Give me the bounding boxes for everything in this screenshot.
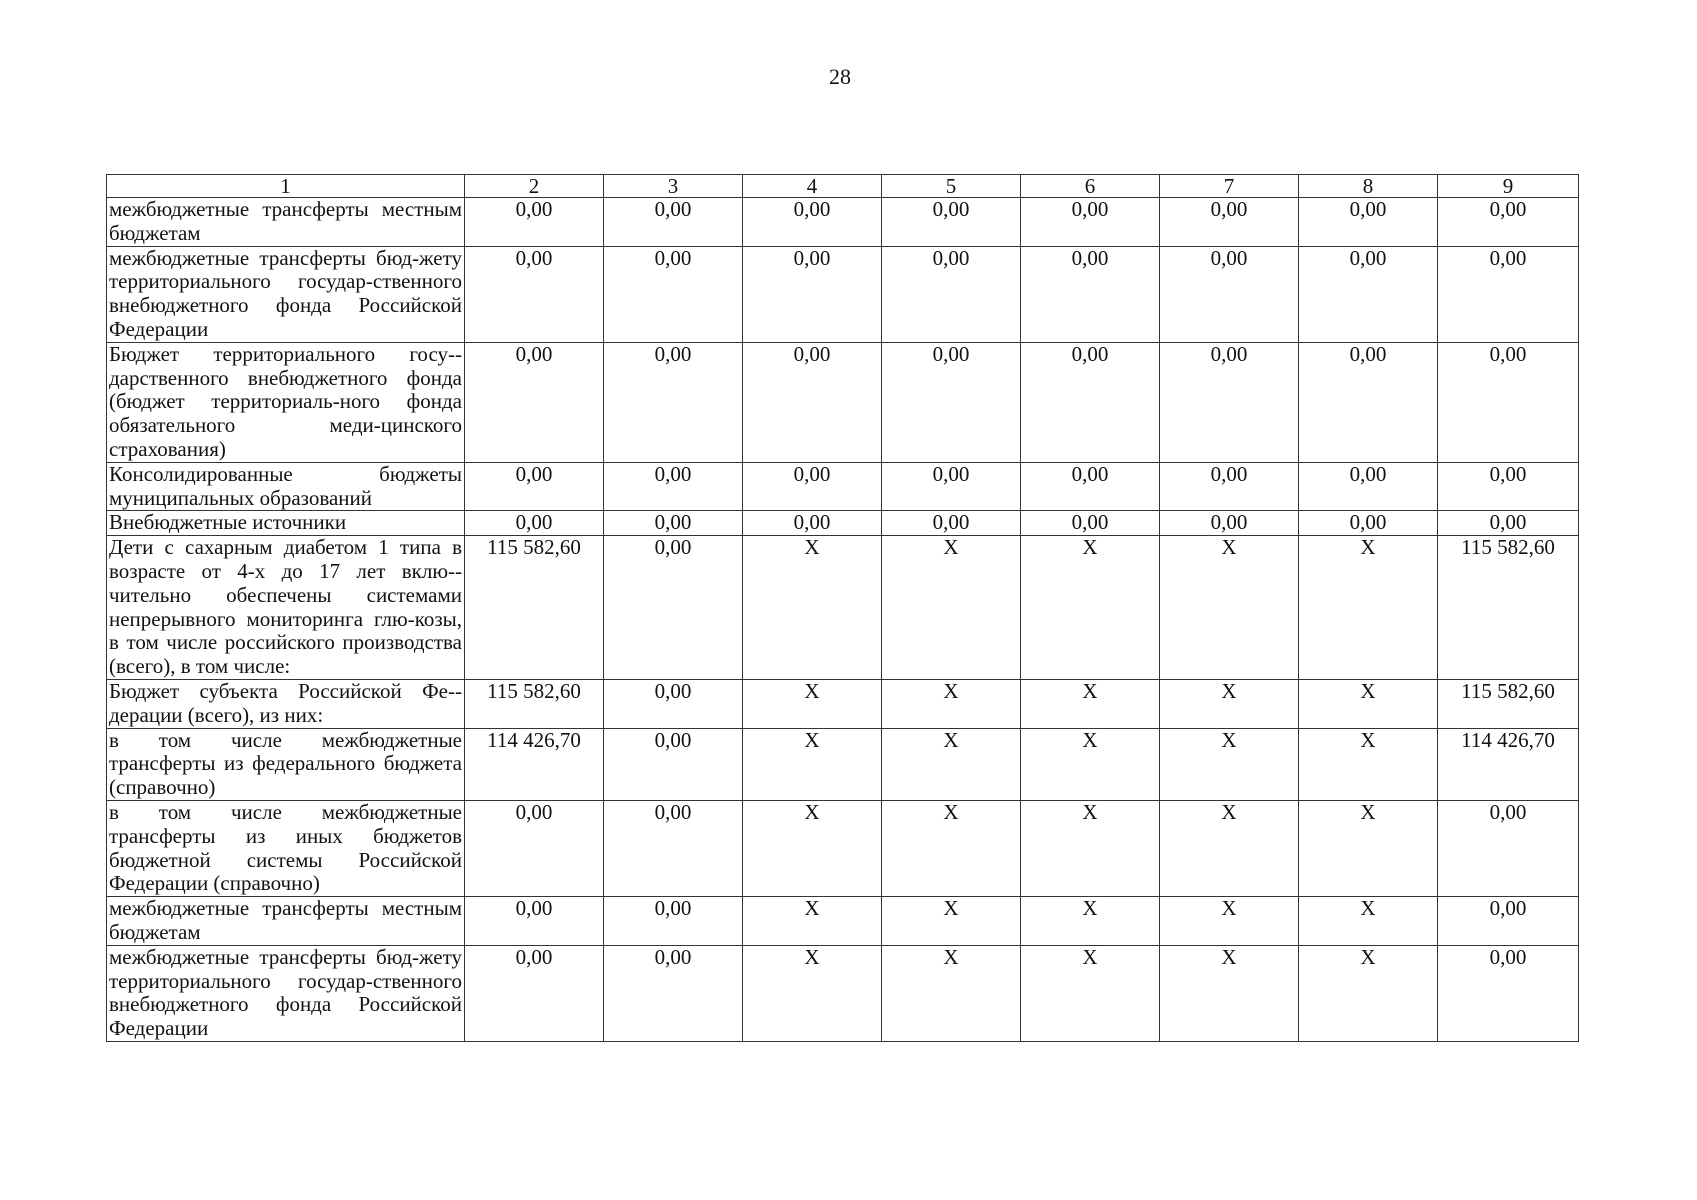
- cell-value-col-5: Х: [882, 679, 1021, 728]
- cell-value-col-9: 0,00: [1438, 511, 1579, 536]
- cell-value-col-8: Х: [1299, 945, 1438, 1041]
- column-header-4: 4: [743, 175, 882, 198]
- cell-value-col-8: 0,00: [1299, 342, 1438, 462]
- cell-value-col-6: Х: [1021, 679, 1160, 728]
- cell-value-col-3: 0,00: [604, 462, 743, 511]
- cell-value-col-6: Х: [1021, 536, 1160, 680]
- budget-table: [106, 174, 1579, 1042]
- table-row: [107, 679, 1579, 728]
- cell-value-col-5: Х: [882, 800, 1021, 896]
- table-row: [107, 462, 1579, 511]
- cell-value-col-5: 0,00: [882, 342, 1021, 462]
- cell-value-col-8: 0,00: [1299, 511, 1438, 536]
- cell-value-col-3: 0,00: [604, 246, 743, 342]
- cell-value-col-3: 0,00: [604, 728, 743, 800]
- row-label: в том числе межбюджетные трансферты из федерального бюджета (справочно): [107, 728, 465, 800]
- column-header-5: 5: [882, 175, 1021, 198]
- cell-value-col-4: 0,00: [743, 511, 882, 536]
- table-body: [107, 198, 1579, 1042]
- cell-value-col-9: 0,00: [1438, 945, 1579, 1041]
- cell-value-col-6: Х: [1021, 897, 1160, 946]
- cell-value-col-3: 0,00: [604, 536, 743, 680]
- cell-value-col-4: Х: [743, 536, 882, 680]
- table-row: [107, 945, 1579, 1041]
- cell-value-col-5: Х: [882, 728, 1021, 800]
- table-row: [107, 536, 1579, 680]
- cell-value-col-9: 0,00: [1438, 897, 1579, 946]
- cell-value-col-2: 0,00: [465, 246, 604, 342]
- cell-value-col-6: 0,00: [1021, 246, 1160, 342]
- cell-value-col-9: 0,00: [1438, 462, 1579, 511]
- cell-value-col-9: 0,00: [1438, 246, 1579, 342]
- cell-value-col-3: 0,00: [604, 897, 743, 946]
- cell-value-col-5: Х: [882, 897, 1021, 946]
- table-row: [107, 897, 1579, 946]
- cell-value-col-8: 0,00: [1299, 246, 1438, 342]
- column-header-1: 1: [107, 175, 465, 198]
- cell-value-col-3: 0,00: [604, 198, 743, 247]
- table-row: [107, 246, 1579, 342]
- row-label: Бюджет территориального госу-дарственного внебюджетного фонда (бюджет территориаль-ного фонда обязательного меди-цинского страхования): [107, 342, 465, 462]
- cell-value-col-8: 0,00: [1299, 198, 1438, 247]
- cell-value-col-2: 114 426,70: [465, 728, 604, 800]
- cell-value-col-4: Х: [743, 728, 882, 800]
- cell-value-col-4: Х: [743, 897, 882, 946]
- cell-value-col-6: Х: [1021, 728, 1160, 800]
- row-label: Дети с сахарным диабетом 1 типа в возрасте от 4-х до 17 лет вклю-чительно обеспечены системами непрерывного мониторинга глю-козы, в том числе российского производства (всего), в том числе:: [107, 536, 465, 680]
- cell-value-col-2: 0,00: [465, 462, 604, 511]
- cell-value-col-7: 0,00: [1160, 511, 1299, 536]
- cell-value-col-7: Х: [1160, 679, 1299, 728]
- row-label: в том числе межбюджетные трансферты из иных бюджетов бюджетной системы Российской Федерации (справочно): [107, 800, 465, 896]
- cell-value-col-3: 0,00: [604, 945, 743, 1041]
- column-header-3: 3: [604, 175, 743, 198]
- cell-value-col-4: 0,00: [743, 198, 882, 247]
- cell-value-col-6: Х: [1021, 945, 1160, 1041]
- cell-value-col-4: Х: [743, 800, 882, 896]
- cell-value-col-8: Х: [1299, 679, 1438, 728]
- cell-value-col-4: 0,00: [743, 462, 882, 511]
- table-row: [107, 342, 1579, 462]
- cell-value-col-7: 0,00: [1160, 246, 1299, 342]
- cell-value-col-5: 0,00: [882, 462, 1021, 511]
- cell-value-col-9: 115 582,60: [1438, 536, 1579, 680]
- row-label: Внебюджетные источники: [107, 511, 465, 536]
- row-label: межбюджетные трансферты бюд-жету территориального государ-ственного внебюджетного фонда Российской Федерации: [107, 945, 465, 1041]
- cell-value-col-5: 0,00: [882, 511, 1021, 536]
- cell-value-col-9: 0,00: [1438, 198, 1579, 247]
- cell-value-col-4: 0,00: [743, 246, 882, 342]
- row-label: межбюджетные трансферты местным бюджетам: [107, 198, 465, 247]
- cell-value-col-9: 0,00: [1438, 800, 1579, 896]
- cell-value-col-7: Х: [1160, 728, 1299, 800]
- cell-value-col-4: 0,00: [743, 342, 882, 462]
- cell-value-col-2: 0,00: [465, 511, 604, 536]
- cell-value-col-7: 0,00: [1160, 198, 1299, 247]
- cell-value-col-7: Х: [1160, 897, 1299, 946]
- cell-value-col-2: 0,00: [465, 945, 604, 1041]
- cell-value-col-7: Х: [1160, 945, 1299, 1041]
- column-header-2: 2: [465, 175, 604, 198]
- page-number: 28: [829, 64, 851, 89]
- cell-value-col-7: Х: [1160, 800, 1299, 896]
- cell-value-col-6: 0,00: [1021, 462, 1160, 511]
- cell-value-col-3: 0,00: [604, 342, 743, 462]
- cell-value-col-6: 0,00: [1021, 511, 1160, 536]
- cell-value-col-8: 0,00: [1299, 462, 1438, 511]
- cell-value-col-3: 0,00: [604, 511, 743, 536]
- cell-value-col-8: Х: [1299, 800, 1438, 896]
- table-row: [107, 800, 1579, 896]
- cell-value-col-6: 0,00: [1021, 198, 1160, 247]
- cell-value-col-5: Х: [882, 945, 1021, 1041]
- row-label: Бюджет субъекта Российской Фе-дерации (всего), из них:: [107, 679, 465, 728]
- cell-value-col-8: Х: [1299, 728, 1438, 800]
- row-label: межбюджетные трансферты бюд-жету территориального государ-ственного внебюджетного фонда Российской Федерации: [107, 246, 465, 342]
- cell-value-col-2: 115 582,60: [465, 536, 604, 680]
- cell-value-col-5: Х: [882, 536, 1021, 680]
- column-header-8: 8: [1299, 175, 1438, 198]
- cell-value-col-9: 115 582,60: [1438, 679, 1579, 728]
- table-row: [107, 511, 1579, 536]
- cell-value-col-5: 0,00: [882, 246, 1021, 342]
- cell-value-col-8: Х: [1299, 536, 1438, 680]
- row-label: Консолидированные бюджеты муниципальных образований: [107, 462, 465, 511]
- cell-value-col-5: 0,00: [882, 198, 1021, 247]
- cell-value-col-3: 0,00: [604, 679, 743, 728]
- cell-value-col-2: 0,00: [465, 342, 604, 462]
- cell-value-col-3: 0,00: [604, 800, 743, 896]
- table-row: [107, 728, 1579, 800]
- cell-value-col-8: Х: [1299, 897, 1438, 946]
- cell-value-col-9: 0,00: [1438, 342, 1579, 462]
- cell-value-col-7: Х: [1160, 536, 1299, 680]
- cell-value-col-2: 0,00: [465, 800, 604, 896]
- header-row: [107, 175, 1579, 198]
- row-label: межбюджетные трансферты местным бюджетам: [107, 897, 465, 946]
- cell-value-col-9: 114 426,70: [1438, 728, 1579, 800]
- cell-value-col-2: 0,00: [465, 897, 604, 946]
- table-header: [107, 175, 1579, 198]
- cell-value-col-7: 0,00: [1160, 342, 1299, 462]
- cell-value-col-7: 0,00: [1160, 462, 1299, 511]
- column-header-9: 9: [1438, 175, 1579, 198]
- cell-value-col-6: Х: [1021, 800, 1160, 896]
- column-header-6: 6: [1021, 175, 1160, 198]
- cell-value-col-6: 0,00: [1021, 342, 1160, 462]
- cell-value-col-4: Х: [743, 679, 882, 728]
- cell-value-col-4: Х: [743, 945, 882, 1041]
- table-row: [107, 198, 1579, 247]
- cell-value-col-2: 115 582,60: [465, 679, 604, 728]
- cell-value-col-2: 0,00: [465, 198, 604, 247]
- column-header-7: 7: [1160, 175, 1299, 198]
